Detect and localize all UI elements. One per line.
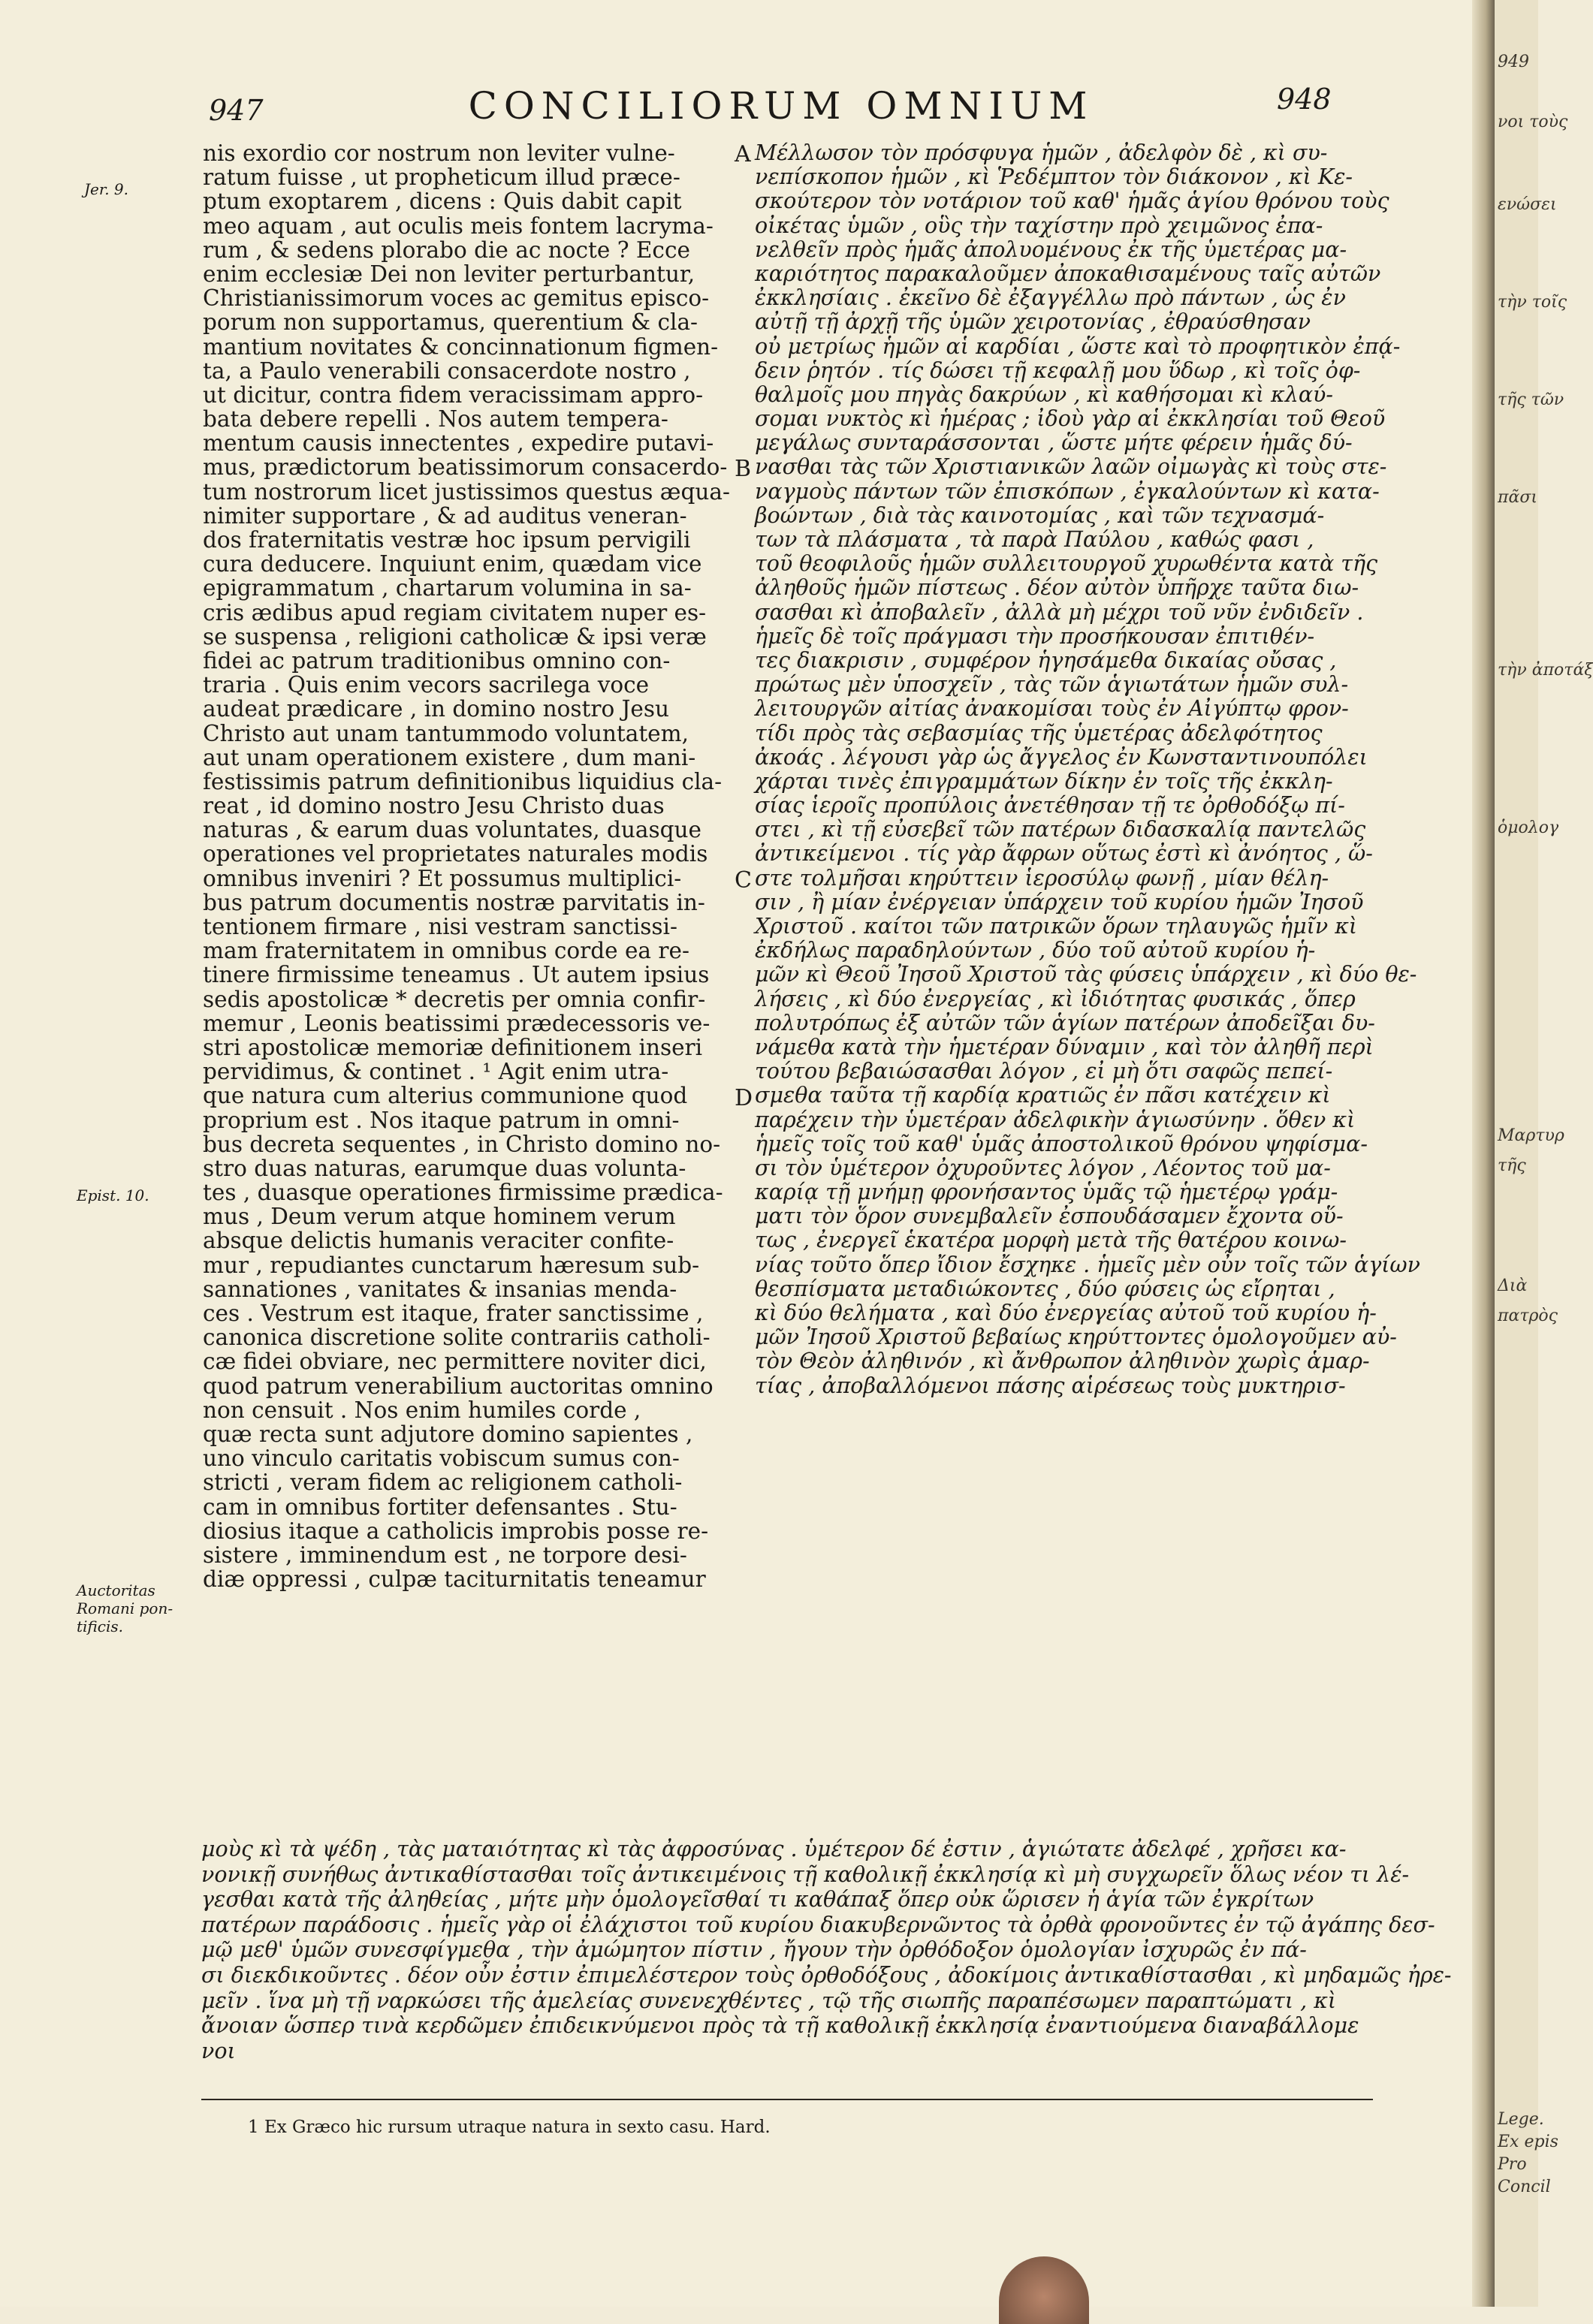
greek-text-line: σιν , ἢ μίαν ἐνέργειαν ὑπάρχειν τοῦ κυρίου ἡμῶν Ἰησοῦ xyxy=(755,889,1364,915)
latin-text-line: Christo aut unam tantummodo voluntatem, xyxy=(203,720,689,746)
latin-text-line: audeat prædicare , in domino nostro Jesu xyxy=(203,696,669,722)
greek-text-line: στε τολμῆσαι κηρύττειν ἱεροσύλῳ φωνῇ , μίαν θέλη- xyxy=(755,865,1329,891)
next-page-fragment: τὴν τοῖς xyxy=(1498,293,1567,312)
footnote-rule xyxy=(201,2099,1373,2100)
latin-text-line: naturas , & earum duas voluntates, duasque xyxy=(203,817,701,843)
latin-text-line: tum nostrorum licet justissimos questus æqua- xyxy=(203,478,730,505)
latin-text-line: ces . Vestrum est itaque, frater sanctissime , xyxy=(203,1301,704,1326)
next-page-fragment: Μαρτυρ xyxy=(1498,1126,1564,1145)
next-page-fragment: Ex epis xyxy=(1498,2133,1558,2151)
next-page-fragment: τῆς τῶν xyxy=(1498,390,1564,409)
latin-text-line: bus decreta sequentes , in Christo domino no- xyxy=(203,1131,721,1157)
latin-text-line: tentionem firmare , nisi vestram sanctissi- xyxy=(203,914,677,939)
full-width-greek-text xyxy=(201,1837,1452,2063)
next-page-fragment: Lege. xyxy=(1498,2110,1544,2129)
latin-text-line: stro duas naturas, earumque duas volunta- xyxy=(203,1155,686,1181)
greek-text-line: αὐτῇ τῇ ἀρχῇ τῆς ὑμῶν χειροτονίας , ἐθραύσθησαν xyxy=(755,309,1311,335)
latin-text-line: dos fraternitatis vestræ hoc ipsum pervigili xyxy=(203,527,691,553)
greek-text-line: σι τὸν ὑμέτερον ὀχυροῦντες λόγον , Λέοντος τοῦ μα- xyxy=(755,1155,1331,1180)
greek-text-line: ἐκκλησίαις . ἐκεῖνο δὲ ἐξαγγέλλω πρὸ πάντων , ὡς ἐν xyxy=(755,285,1346,311)
latin-text-line: reat , id domino nostro Jesu Christo duas xyxy=(203,793,665,819)
latin-text-line: quod patrum venerabilium auctoritas omnino xyxy=(203,1373,714,1399)
latin-text-line: stri apostolicæ memoriæ definitionem inseri xyxy=(203,1034,703,1060)
next-page-fragment: Concil xyxy=(1498,2178,1551,2196)
next-page-fragment: τῆς xyxy=(1498,1156,1526,1175)
greek-text-line: οἰκέτας ὑμῶν , οὓς τὴν ταχίστην πρὸ χειμῶνος ἐπα- xyxy=(755,213,1323,238)
latin-text-line: absque delictis humanis veraciter confite- xyxy=(203,1228,674,1254)
next-page-fragment: Διὰ xyxy=(1498,1277,1528,1295)
latin-text-line: ratum fuisse , ut propheticum illud præce- xyxy=(203,164,680,191)
next-page-fragment: πᾶσι xyxy=(1498,488,1537,507)
latin-text-line: mentum causis innectentes , expedire putavi- xyxy=(203,430,714,457)
greek-text-line: λειτουργῶν αἰτίας ἀνακομίσαι τοὺς ἐν Αἰγύπτῳ φρον- xyxy=(755,696,1349,722)
greek-text-line: καριότητος παρακαλοῦμεν ἀποκαθισαμένους ταῖς αὐτῶν xyxy=(755,261,1381,286)
latin-text-line: sedis apostolicæ * decretis per omnia confir- xyxy=(203,986,706,1012)
latin-text-line: meo aquam , aut oculis meis fontem lacryma- xyxy=(203,213,714,239)
latin-text-line: traria . Quis enim vecors sacrilega voce xyxy=(203,672,650,698)
latin-text-line: omnibus inveniri ? Et possumus multiplici- xyxy=(203,865,682,891)
greek-text-line: τοῦ θεοφιλοῦς ἡμῶν συλλειτουργοῦ χυρωθέντα κατὰ τῆς xyxy=(755,551,1378,577)
greek-text-line: σμεθα ταῦτα τῇ καρδίᾳ κρατιῶς ἐν πᾶσι κατέχειν κὶ xyxy=(755,1083,1331,1108)
latin-text-line: diæ oppressi , culpæ taciturnitatis teneamur xyxy=(203,1566,706,1593)
next-page-fragment: 949 xyxy=(1498,53,1529,71)
greek-text-line: μῶν κὶ Θεοῦ Ἰησοῦ Χριστοῦ τὰς φύσεις ὑπάρχειν , κὶ δύο θε- xyxy=(755,962,1417,987)
greek-text-line: τίας , ἀποβαλλόμενοι πάσης αἱρέσεως τοὺς μυκτηρισ- xyxy=(755,1373,1346,1398)
latin-text-line: Christianissimorum voces ac gemitus episco- xyxy=(203,285,710,312)
latin-text-line: pervidimus, & continet . ¹ Agit enim utra- xyxy=(203,1059,669,1085)
greek-text-line: ἡμεῖς δὲ τοῖς πράγμασι τὴν προσήκουσαν ἐπιτιθέν- xyxy=(755,623,1315,649)
footnote: 1 Ex Græco hic rursum utraque natura in sexto casu. Hard. xyxy=(248,2118,771,2137)
next-page-fragment: ενώσει xyxy=(1498,195,1557,214)
next-page-fragment: πατρὸς xyxy=(1498,1307,1558,1325)
latin-text-line: que natura cum alterius communione quod xyxy=(203,1083,688,1109)
latin-text-line: sistere , imminendum est , ne torpore desi- xyxy=(203,1542,687,1568)
greek-text-line: τως , ἐνεργεῖ ἑκατέρα μορφὴ μετὰ τῆς θατέρου κοινω- xyxy=(755,1228,1347,1253)
next-page-fragment: τὴν ἀποτάξ xyxy=(1498,661,1593,680)
greek-text-line: ναγμοὺς πάντων τῶν ἐπισκόπων , ἐγκαλούντων κὶ κατα- xyxy=(755,478,1380,504)
latin-text-line: tinere firmissime teneamus . Ut autem ipsius xyxy=(203,962,710,988)
latin-text-line: memur , Leonis beatissimi prædecessoris ve- xyxy=(203,1010,711,1036)
right-page-number: 948 xyxy=(1277,83,1332,116)
latin-text-line: fidei ac patrum traditionibus omnino con- xyxy=(203,647,671,674)
latin-text-line: uno vinculo caritatis vobiscum sumus con- xyxy=(203,1445,680,1472)
latin-text-line: ta, a Paulo venerabili consacerdote nostro , xyxy=(203,357,691,384)
full-width-text-line: μεῖν . ἵνα μὴ τῇ ναρκώσει τῆς ἀμελείας συνενεχθέντες , τῷ τῆς σιωπῆς παραπέσωμεν παραπτώματι , κὶ xyxy=(201,1988,1337,2013)
greek-text-line: ἀντικείμενοι . τίς γὰρ ἄφρων οὕτως ἐστὶ κὶ ἀνόητος , ὥ- xyxy=(755,841,1373,867)
next-page-fragment: Pro xyxy=(1498,2155,1527,2174)
greek-text-line: μῶν Ἰησοῦ Χριστοῦ βεβαίως κηρύττοντες ὁμολογοῦμεν αὐ- xyxy=(755,1325,1397,1350)
full-width-text-line: γεσθαι κατὰ τῆς ἀληθείας , μήτε μὴν ὁμολογεῖσθαί τι καθάπαξ ὅπερ οὐκ ὥρισεν ἡ ἁγία τῶν ἐγκρίτων xyxy=(201,1887,1314,1913)
greek-text-line: νάμεθα κατὰ τὴν ἡμετέραν δύναμιν , καὶ τὸν ἀληθῆ περὶ xyxy=(755,1034,1374,1060)
latin-text-line: mantium novitates & concinnationum figmen- xyxy=(203,333,719,360)
latin-text-line: cura deducere. Inquiunt enim, quædam vice xyxy=(203,551,702,577)
latin-column xyxy=(203,141,729,1591)
latin-text-line: nis exordio cor nostrum non leviter vulne- xyxy=(203,140,675,166)
margin-note-line: Romani pon- xyxy=(77,1599,173,1617)
latin-text-line: stricti , veram fidem ac religionem catholi- xyxy=(203,1469,683,1496)
greek-text-line: θεσπίσματα μεταδιώκοντες , δύο φύσεις ὡς εἴρηται , xyxy=(755,1276,1335,1301)
greek-text-line: σίας ἱεροῖς προπύλοις ἀνετέθησαν τῇ τε ὀρθοδόξῳ πί- xyxy=(755,793,1345,818)
greek-text-line: ματι τὸν ὅρον συνεμβαλεῖν ἐσπουδάσαμεν ἔχοντα οὕ- xyxy=(755,1204,1344,1229)
margin-note-line: Auctoritas xyxy=(77,1581,155,1599)
next-page-fragment: ὁμολογ xyxy=(1498,818,1559,837)
running-title: CONCILIORUM OMNIUM xyxy=(468,84,1094,128)
next-page-edge xyxy=(1495,0,1593,2307)
greek-text-line: ἐκδήλως παραδηλούντων , δύο τοῦ αὐτοῦ κυρίου ἡ- xyxy=(755,938,1316,963)
greek-text-line: λήσεις , κὶ δύο ἐνεργείας , κὶ ἰδιότητας φυσικάς , ὅπερ xyxy=(755,986,1356,1011)
greek-text-line: δειν ῥητόν . τίς δώσει τῇ κεφαλῇ μου ὕδωρ , κὶ τοῖς ὀφ- xyxy=(755,357,1361,383)
greek-text-line: τίδι πρὸς τὰς σεβασμίας τῆς ὑμετέρας ἀδελφότητος xyxy=(755,720,1323,746)
margin-note-line: tificis. xyxy=(77,1617,123,1635)
greek-text-line: χάρται τινὲς ἐπιγραμμάτων δίκην ἐν τοῖς τῆς ἐκκλη- xyxy=(755,768,1333,794)
greek-text-line: νεπίσκοπον ἡμῶν , κὶ Ῥεδέμπτον τὸν διάκονον , κὶ Κε- xyxy=(755,164,1353,190)
greek-text-line: νίας τοῦτο ὅπερ ἴδιον ἔσχηκε . ἡμεῖς μὲν οὖν τοῖς τῶν ἁγίων xyxy=(755,1252,1420,1277)
section-letter-a: A xyxy=(735,141,751,167)
latin-text-line: ptum exoptarem , dicens : Quis dabit capit xyxy=(203,188,682,215)
greek-text-line: οὐ μετρίως ἡμῶν αἱ καρδίαι , ὥστε καὶ τὸ προφητικὸν ἐπᾴ- xyxy=(755,333,1401,359)
greek-text-line: ἡμεῖς τοῖς τοῦ καθ' ὑμᾶς ἀποστολικοῦ θρόνου ψηφίσμα- xyxy=(755,1131,1368,1156)
latin-text-line: se suspensa , religioni catholicæ & ipsi veræ xyxy=(203,623,707,650)
latin-text-line: bata debere repelli . Nos autem tempera- xyxy=(203,406,668,433)
greek-text-line: μεγάλως συνταράσσονται , ὥστε μήτε φέρειν ἡμᾶς δύ- xyxy=(755,430,1353,456)
latin-text-line: mus , Deum verum atque hominem verum xyxy=(203,1204,676,1230)
greek-text-line: ἀληθοῦς ἡμῶν πίστεως . δέον αὐτὸν ὑπῆρχε ταῦτα διω- xyxy=(755,575,1359,601)
book-gutter xyxy=(1472,0,1495,2307)
full-width-text-line: μῷ μεθ' ὑμῶν συνεσφίγμεθα , τὴν ἀμώμητον πίστιν , ἤγουν τὴν ὀρθόδοξον ὁμολογίαν ἰσχυρῶς ἐν πά- xyxy=(201,1937,1307,1963)
latin-text-line: quæ recta sunt adjutore domino sapientes , xyxy=(203,1421,693,1447)
greek-text-line: πολυτρόπως ἐξ αὐτῶν τῶν ἁγίων πατέρων ἀποδεῖξαι δυ- xyxy=(755,1010,1375,1035)
latin-text-line: mam fraternitatem in omnibus corde ea re- xyxy=(203,938,689,964)
latin-text-line: cam in omnibus fortiter defensantes . Stu- xyxy=(203,1494,677,1520)
latin-text-line: aut unam operationem existere , dum mani- xyxy=(203,744,696,770)
greek-text-line: Μέλλωσον τὸν πρόσφυγα ἡμῶν , ἀδελφὸν δὲ , κὶ συ- xyxy=(755,140,1328,165)
greek-text-line: σομαι νυκτὸς κὶ ἡμέρας ; ἰδοὺ γὰρ αἱ ἐκκλησίαι τοῦ Θεοῦ xyxy=(755,406,1386,432)
greek-text-line: νελθεῖν πρὸς ἡμᾶς ἀπολυομένους ἐκ τῆς ὑμετέρας μα- xyxy=(755,237,1347,262)
greek-text-line: Χριστοῦ . καίτοι τῶν πατρικῶν ὅρων τηλαυγῶς ἡμῖν κὶ xyxy=(755,914,1358,939)
greek-text-line: παρέχειν τὴν ὑμετέραν ἀδελφικὴν ἁγιωσύνην . ὅθεν κὶ xyxy=(755,1107,1356,1132)
greek-text-line: των τὰ πλάσματα , τὰ παρὰ Παύλου , καθώς φασι , xyxy=(755,527,1314,552)
next-page-fragment: νοι τοὺς xyxy=(1498,113,1568,131)
latin-text-line: non censuit . Nos enim humiles corde , xyxy=(203,1397,641,1423)
latin-text-line: festissimis patrum definitionibus liquidius cla- xyxy=(203,768,723,794)
section-letter-d: D xyxy=(735,1085,753,1111)
greek-text-line: στει , κὶ τῇ εὐσεβεῖ τῶν πατέρων διδασκαλίᾳ παντελῶς xyxy=(755,817,1366,842)
greek-text-line: πρώτως μὲν ὑποσχεῖν , τὰς τῶν ἁγιωτάτων ἡμῶν συλ- xyxy=(755,672,1349,698)
latin-text-line: mus, prædictorum beatissimorum consacerdo- xyxy=(203,454,728,481)
section-letter-c: C xyxy=(735,867,752,894)
greek-text-line: κὶ δύο θελήματα , καὶ δύο ἐνεργείας αὐτοῦ τοῦ κυρίου ἡ- xyxy=(755,1301,1377,1325)
left-page-number: 947 xyxy=(209,94,264,127)
greek-text-line: σκούτερον τὸν νοτάριον τοῦ καθ' ἡμᾶς ἁγίου θρόνου τοὺς xyxy=(755,188,1389,214)
latin-text-line: porum non supportamus, querentium & cla- xyxy=(203,309,698,336)
full-width-text-line: νοι xyxy=(201,2038,236,2063)
greek-text-line: νασθαι τὰς τῶν Χριστιανικῶν λαῶν οἰμωγὰς κὶ τοὺς στε- xyxy=(755,454,1387,480)
full-width-text-line: μοὺς κὶ τὰ ψέδη , τὰς ματαιότητας κὶ τὰς ἀφροσύνας . ὑμέτερον δέ ἐστιν , ἁγιώτατε ἀδελφέ , χρῆσει κα- xyxy=(201,1837,1347,1861)
greek-text-line: θαλμοῖς μου πηγὰς δακρύων , κὶ καθήσομαι κὶ κλαύ- xyxy=(755,381,1334,407)
latin-text-line: ut dicitur, contra fidem veracissimam appro- xyxy=(203,381,704,408)
latin-text-line: operationes vel proprietates naturales modis xyxy=(203,841,708,867)
margin-note-jer: Jer. 9. xyxy=(84,180,129,198)
latin-text-line: cris ædibus apud regiam civitatem nuper es- xyxy=(203,599,707,625)
latin-text-line: rum , & sedens plorabo die ac nocte ? Ecce xyxy=(203,237,690,263)
greek-text-line: βοώντων , διὰ τὰς καινοτομίας , καὶ τῶν τεχνασμά- xyxy=(755,502,1325,528)
latin-text-line: bus patrum documentis nostræ parvitatis in- xyxy=(203,889,705,915)
latin-text-line: nimiter supportare , & ad auditus veneran- xyxy=(203,502,687,529)
full-width-text-line: ἄνοιαν ὥσπερ τινὰ κερδῶμεν ἐπιδεικνύμενοι πρὸς τὰ τῇ καθολικῇ ἐκκλησίᾳ ἐναντιούμενα διαναβάλλομε xyxy=(201,2013,1359,2039)
latin-text-line: sannationes , vanitates & insanias menda- xyxy=(203,1276,677,1302)
latin-text-line: cæ fidei obviare, nec permittere noviter dici, xyxy=(203,1349,707,1375)
greek-column xyxy=(755,140,1420,1398)
full-width-text-line: σι διεκδικοῦντες . δέον οὖν ἐστιν ἐπιμελέστερον τοὺς ὀρθοδόξους , ἀδοκίμοις ἀντικαθίστασθαι , κὶ μηδαμῶς ἠρε- xyxy=(201,1962,1452,1988)
latin-text-line: proprium est . Nos itaque patrum in omni- xyxy=(203,1107,680,1133)
full-width-text-line: νονικῇ συνήθως ἀντικαθίστασθαι τοῖς ἀντικειμένοις τῇ καθολικῇ ἐκκλησίᾳ κὶ μὴ συγχωρεῖν ὅλως νέον τι λέ- xyxy=(201,1861,1410,1887)
greek-text-line: τούτου βεβαιώσασθαι λόγον , εἰ μὴ ὅτι σαφῶς πεπεί- xyxy=(755,1059,1333,1084)
latin-text-line: canonica discretione solite contrariis catholi- xyxy=(203,1325,711,1351)
section-letter-b: B xyxy=(735,456,752,482)
latin-text-line: enim ecclesiæ Dei non leviter perturbantur, xyxy=(203,261,695,287)
latin-text-line: diosius itaque a catholicis improbis posse re- xyxy=(203,1518,709,1544)
margin-note-epist: Epist. 10. xyxy=(77,1186,149,1204)
latin-text-line: epigrammatum , chartarum volumina in sa- xyxy=(203,575,692,601)
greek-text-line: καρίᾳ τῇ μνήμῃ φρονήσαντος ὑμᾶς τῷ ἡμετέρῳ γράμ- xyxy=(755,1180,1338,1205)
greek-text-line: ἀκοάς . λέγουσι γὰρ ὡς ἄγγελος ἐν Κωνσταντινουπόλει xyxy=(755,744,1368,770)
full-width-text-line: πατέρων παράδοσις . ἡμεῖς γὰρ οἱ ἐλάχιστοι τοῦ κυρίου διακυβερνῶντος τὰ ὀρθὰ φρονοῦντες ἐν τῷ ἀγάπης δεσ- xyxy=(201,1912,1435,1937)
greek-text-line: σασθαι κὶ ἀποβαλεῖν , ἀλλὰ μὴ μέχρι τοῦ νῦν ἐνδιδεῖν . xyxy=(755,599,1364,625)
margin-note-auctoritas xyxy=(77,1581,173,1635)
greek-text-line: τες διακρισιν , συμφέρον ἡγησάμεθα δικαίας οὔσας , xyxy=(755,647,1337,673)
latin-text-line: mur , repudiantes cunctarum hæresum sub- xyxy=(203,1252,700,1278)
latin-text-line: tes , duasque operationes firmissime prædica- xyxy=(203,1180,723,1206)
greek-text-line: τὸν Θεὸν ἀληθινόν , κὶ ἄνθρωπον ἀληθινὸν χωρὶς ἁμαρ- xyxy=(755,1349,1370,1374)
